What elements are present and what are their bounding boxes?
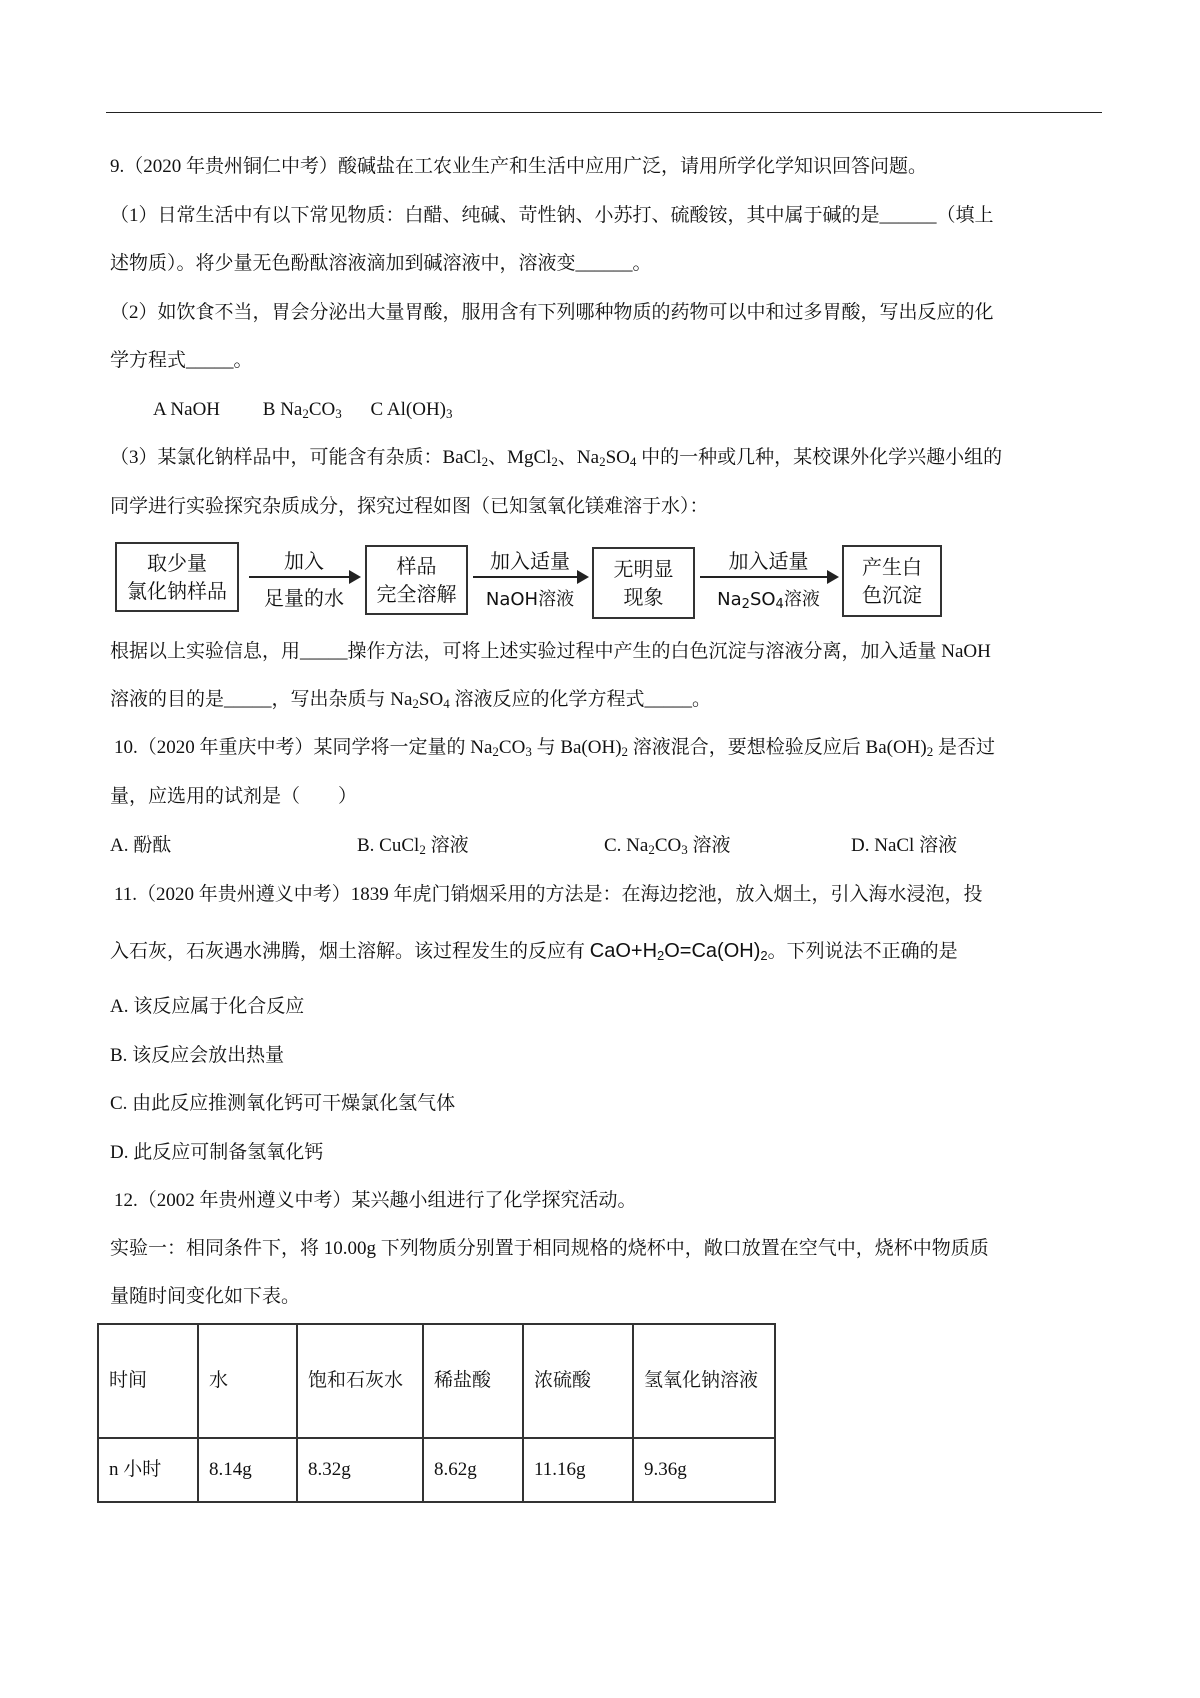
q9-option-b: B $Na_2CO_3$ — [262, 399, 342, 421]
q11-title: 11.（2020 年贵州遵义中考）1839 年虎门销烟采用的方法是：在海边挖池，放入烟土，引入海水浸泡，投 — [114, 884, 983, 905]
table-header-row — [98, 1324, 775, 1438]
q9-part3-line2: 同学进行实验探究杂质成分，探究过程如图（已知氢氧化镁难溶于水）： — [110, 496, 709, 517]
flow-arrow-2-bottom: NaOH溶液 — [485, 589, 575, 610]
q12-exp1-line1: 实验一：相同条件下，将 10.00g 下列物质分别置于相同规格的烧杯中，敞口放置在空气中，烧杯中物质质 — [110, 1238, 989, 1259]
q10-option-c: C. $Na_2CO_3$ 溶液 — [604, 835, 731, 857]
q11-option-d: D. 此反应可制备氢氧化钙 — [110, 1142, 324, 1163]
q9-title: 9.（2020 年贵州铜仁中考）酸碱盐在工农业生产和生活中应用广泛，请用所学化学知识回答问题。 — [110, 156, 928, 177]
table-cell: 8.32g — [297, 1438, 423, 1502]
q12-title: 12.（2002 年贵州遵义中考）某兴趣小组进行了化学探究活动。 — [114, 1190, 637, 1211]
q9-option-a: A NaOH — [153, 399, 221, 420]
table-header-cell: 时间 — [98, 1324, 198, 1438]
q9-part2-line2: 学方程式_____。 — [110, 350, 253, 371]
q10-line2: 量，应选用的试剂是（ ） — [110, 786, 358, 807]
q9-part3-line4: 溶液的目的是_____，写出杂质与 $Na_2SO_4$ 溶液反应的化学方程式_____。 — [110, 689, 711, 711]
table-cell: 11.16g — [523, 1438, 633, 1502]
q9-part1-line1: （1）日常生活中有以下常见物质：白醋、纯碱、苛性钠、小苏打、硫酸铵，其中属于碱的是______（填上 — [110, 205, 994, 226]
q9-part3-line1: （3）某氯化钠样品中，可能含有杂质：BaCl$_2$、MgCl$_2$、$Na_2SO_4$ 中的一种或几种，某校课外化学兴趣小组的 — [110, 447, 1003, 469]
table-row — [98, 1438, 775, 1502]
q10-option-d: D. NaCl 溶液 — [851, 835, 958, 856]
q11-line2: 入石灰，石灰遇水沸腾，烟土溶解。该过程发生的反应有 $CaO+H_2O=Ca(OH)_2$。下列说法不正确的是 — [110, 940, 958, 963]
flow-arrow-2-top: 加入适量 — [490, 549, 570, 573]
q9-part3-line3: 根据以上实验信息，用_____操作方法，可将上述实验过程中产生的白色沉淀与溶液分离，加入适量 NaOH — [110, 641, 991, 662]
table-header-cell: 饱和石灰水 — [297, 1324, 423, 1438]
table-header-cell: 水 — [198, 1324, 297, 1438]
flow-arrow-1-bottom: 足量的水 — [264, 586, 344, 610]
q11-option-c: C. 由此反应推测氧化钙可干燥氯化氢气体 — [110, 1093, 456, 1114]
q10-title: 10.（2020 年重庆中考）某同学将一定量的 $Na_2CO_3$ 与 $Ba(OH)_2$ 溶液混合，要想检验反应后 $Ba(OH)_2$ 是否过 — [114, 737, 995, 759]
table-header-cell: 浓硫酸 — [523, 1324, 633, 1438]
table-cell: 8.14g — [198, 1438, 297, 1502]
mass-change-table — [97, 1323, 776, 1503]
q10-option-a: A. 酚酞 — [110, 835, 172, 856]
flow-arrow-1 — [249, 576, 359, 578]
flow-arrow-3 — [700, 576, 837, 578]
table-cell: n 小时 — [98, 1438, 198, 1502]
table-header-cell: 稀盐酸 — [423, 1324, 523, 1438]
q10-option-b: B. CuCl$_2$ 溶液 — [357, 835, 469, 857]
q9-option-c: C $Al(OH)_3$ — [370, 399, 453, 421]
table-cell: 9.36g — [633, 1438, 775, 1502]
flow-step-dissolved: 样品 完全溶解 — [365, 545, 468, 615]
q9-part1-line2: 述物质）。将少量无色酚酞溶液滴加到碱溶液中，溶液变______。 — [110, 253, 652, 274]
q11-option-b: B. 该反应会放出热量 — [110, 1045, 285, 1066]
flow-arrow-1-top: 加入 — [284, 549, 324, 573]
flow-arrow-3-top: 加入适量 — [728, 549, 809, 573]
q9-options — [153, 398, 453, 422]
flow-arrow-2 — [473, 576, 587, 578]
header-rule — [106, 112, 1102, 113]
flow-arrow-3-bottom: $Na_2SO_4$溶液 — [717, 589, 820, 612]
flow-step-no-change: 无明显 现象 — [592, 547, 695, 619]
q9-part2-line1: （2）如饮食不当，胃会分泌出大量胃酸，服用含有下列哪种物质的药物可以中和过多胃酸，写出反应的化 — [110, 302, 994, 323]
table-header-cell: 氢氧化钠溶液 — [633, 1324, 775, 1438]
table-cell: 8.62g — [423, 1438, 523, 1502]
q12-exp1-line2: 量随时间变化如下表。 — [110, 1286, 301, 1307]
flow-step-sample: 取少量 氯化钠样品 — [115, 542, 239, 612]
q11-option-a: A. 该反应属于化合反应 — [110, 996, 305, 1017]
flow-step-precipitate: 产生白 色沉淀 — [842, 545, 942, 617]
